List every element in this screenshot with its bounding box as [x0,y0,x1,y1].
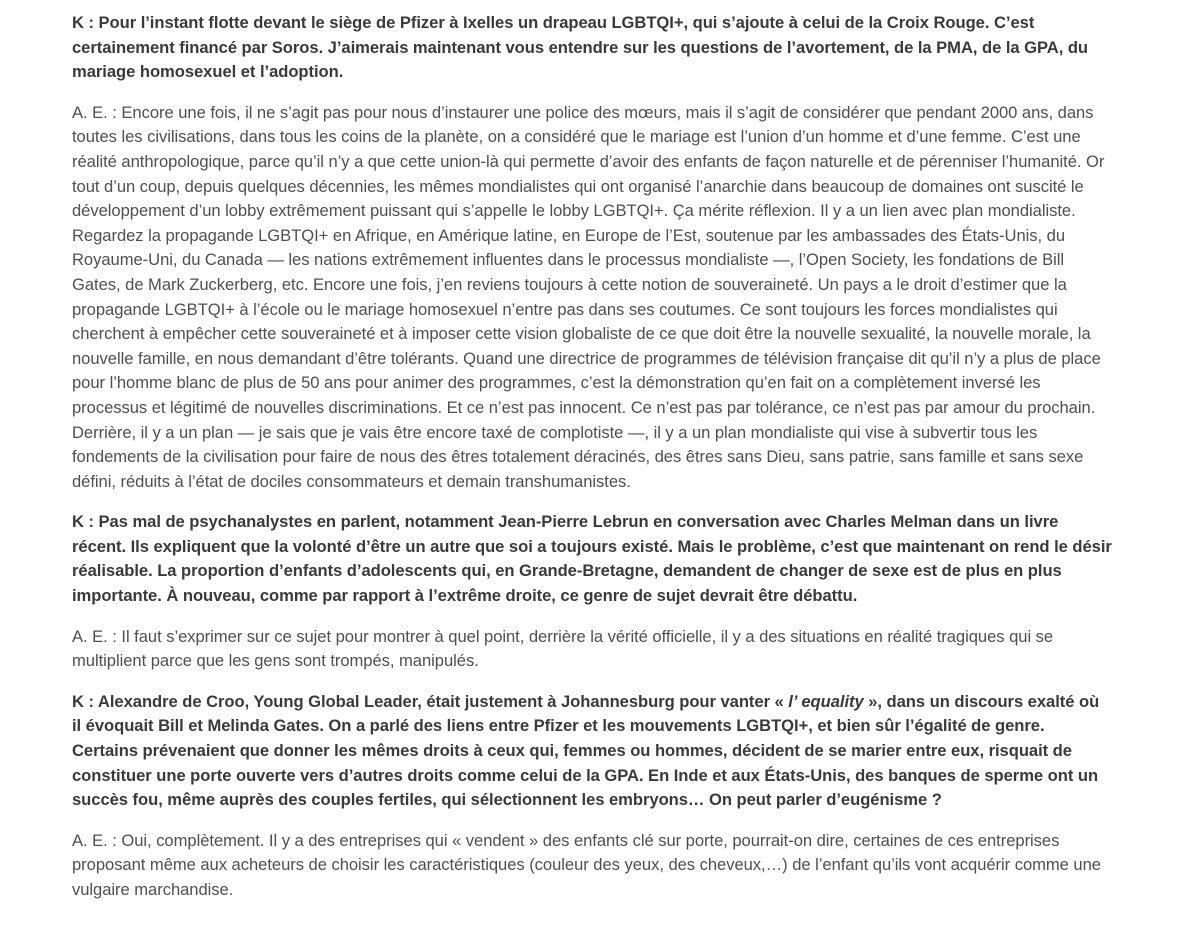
interview-question: K : Pas mal de psychanalystes en parlent, notamment Jean-Pierre Lebrun en conversation avec Charles Melman dans un livre récent. Ils expliquent que la volonté d’être un autre que soi a toujours existé. Mais le problème, c’est que maintenant on rend le désir réalisable. La proportion d’enfants d’adolescents qui, en Grande-Bretagne, demandent de changer de sexe est de plus en plus importante. À nouveau, comme par rapport à l’extrême droite, ce genre de sujet devrait être débattu. [72,512,1112,606]
interview-answer: A. E. : Encore une fois, il ne s’agit pas pour nous d’instaurer une police des mœurs, mais il s’agit de considérer que pendant 2000 ans, dans toutes les civilisations, dans tous les coins de la planète, on a considéré que le mariage est l’union d’un homme et d’une femme. C’est une réalité anthropologique, parce qu’il n’y a que cette union-là qui permette d’avoir des enfants de façon naturelle et de pérenniser l’humanité. Or tout d’un coup, depuis quelques décennies, les mêmes mondialistes qui ont organisé l’anarchie dans beaucoup de domaines ont suscité le développement d’un lobby extrêmement puissant qui s’appelle le lobby LGBTQI+. Ça mérite réflexion. Il y a un lien avec plan mondialiste. Regardez la propagande LGBTQI+ en Afrique, en Amérique latine, en Europe de l’Est, soutenue par les ambassades des États-Unis, du Royaume-Uni, du Canada — les nations extrêmement influentes dans le processus mondialiste —, l’Open Society, les fondations de Bill Gates, de Mark Zuckerberg, etc. Encore une fois, j’en reviens toujours à cette notion de souveraineté. Un pays a le droit d’estimer que la propagande LGBTQI+ à l’école ou le mariage homosexuel n’entre pas dans ses coutumes. Ce sont toujours les forces mondialistes qui cherchent à empêcher cette souveraineté et à imposer cette vision globaliste de ce que doit être la nouvelle sexualité, la nouvelle morale, la nouvelle famille, en nous demandant d’être tolérants. Quand une directrice de programmes de télévision française dit qu’il n’y a plus de place pour l’homme blanc de plus de 50 ans pour animer des programmes, c’est la démonstration qu’en fait on a complètement inversé les processus et légitimé de nouvelles discriminations. Et ce n’est pas innocent. Ce n’est pas par tolérance, ce n’est pas par amour du prochain. Derrière, il y a un plan — je sais que je vais être encore taxé de complotiste —, il y a un plan mondialiste qui vise à subvertir tous les fondements de la civilisation pour faire de nous des êtres totalement déracinés, des êtres sans Dieu, sans patrie, sans famille et sans sexe défini, réduits à l’état de dociles consommateurs et demain transhumanistes. [72,102,1105,491]
interview-answer: A. E. : Oui, complètement. Il y a des entreprises qui « vendent » des enfants clé sur porte, pourrait-on dire, certaines de ces entreprises proposant même aux acheteurs de choisir les caractéristiques (couleur des yeux, des cheveux,…) de l’enfant qu’ils vont acquérir comme une vulgaire marchandise. [72,830,1101,899]
question-text-end: », dans un discours exalté où il évoquait Bill et Melinda Gates. On a parlé des liens entre Pfizer et les mouvements LGBTQI+, et bien sûr l’égalité de genre. Certains prévenaient que donner les mêmes droits à ceux qui, femmes ou hommes, décident de se marier entre eux, risquait de constituer une porte ouverte vers d’autres droits comme celui de la GPA. En Inde et aux États-Unis, des banques de sperme ont un succès fou, même auprès des couples fertiles, qui sélectionnent les embryons… On peut parler d’eugénisme ? [72,691,1100,810]
interview-question [72,690,1112,813]
interview-question: K : Pour l’instant flotte devant le siège de Pfizer à Ixelles un drapeau LGBTQI+, qui s’ajoute à celui de la Croix Rouge. C’est certainement financé par Soros. J’aimerais maintenant vous entendre sur les questions de l’avortement, de la PMA, de la GPA, du mariage homosexuel et l’adoption. [72,13,1088,82]
article-body [72,11,1112,919]
italic-term: l’ equality [788,691,864,711]
question-text-start: K : Alexandre de Croo, Young Global Leader, était justement à Johannesburg pour vanter « [72,691,789,711]
interview-answer: A. E. : Il faut s’exprimer sur ce sujet pour montrer à quel point, derrière la vérité officielle, il y a des situations en réalité tragiques qui se multiplient parce que les gens sont trompés, manipulés. [72,626,1054,671]
